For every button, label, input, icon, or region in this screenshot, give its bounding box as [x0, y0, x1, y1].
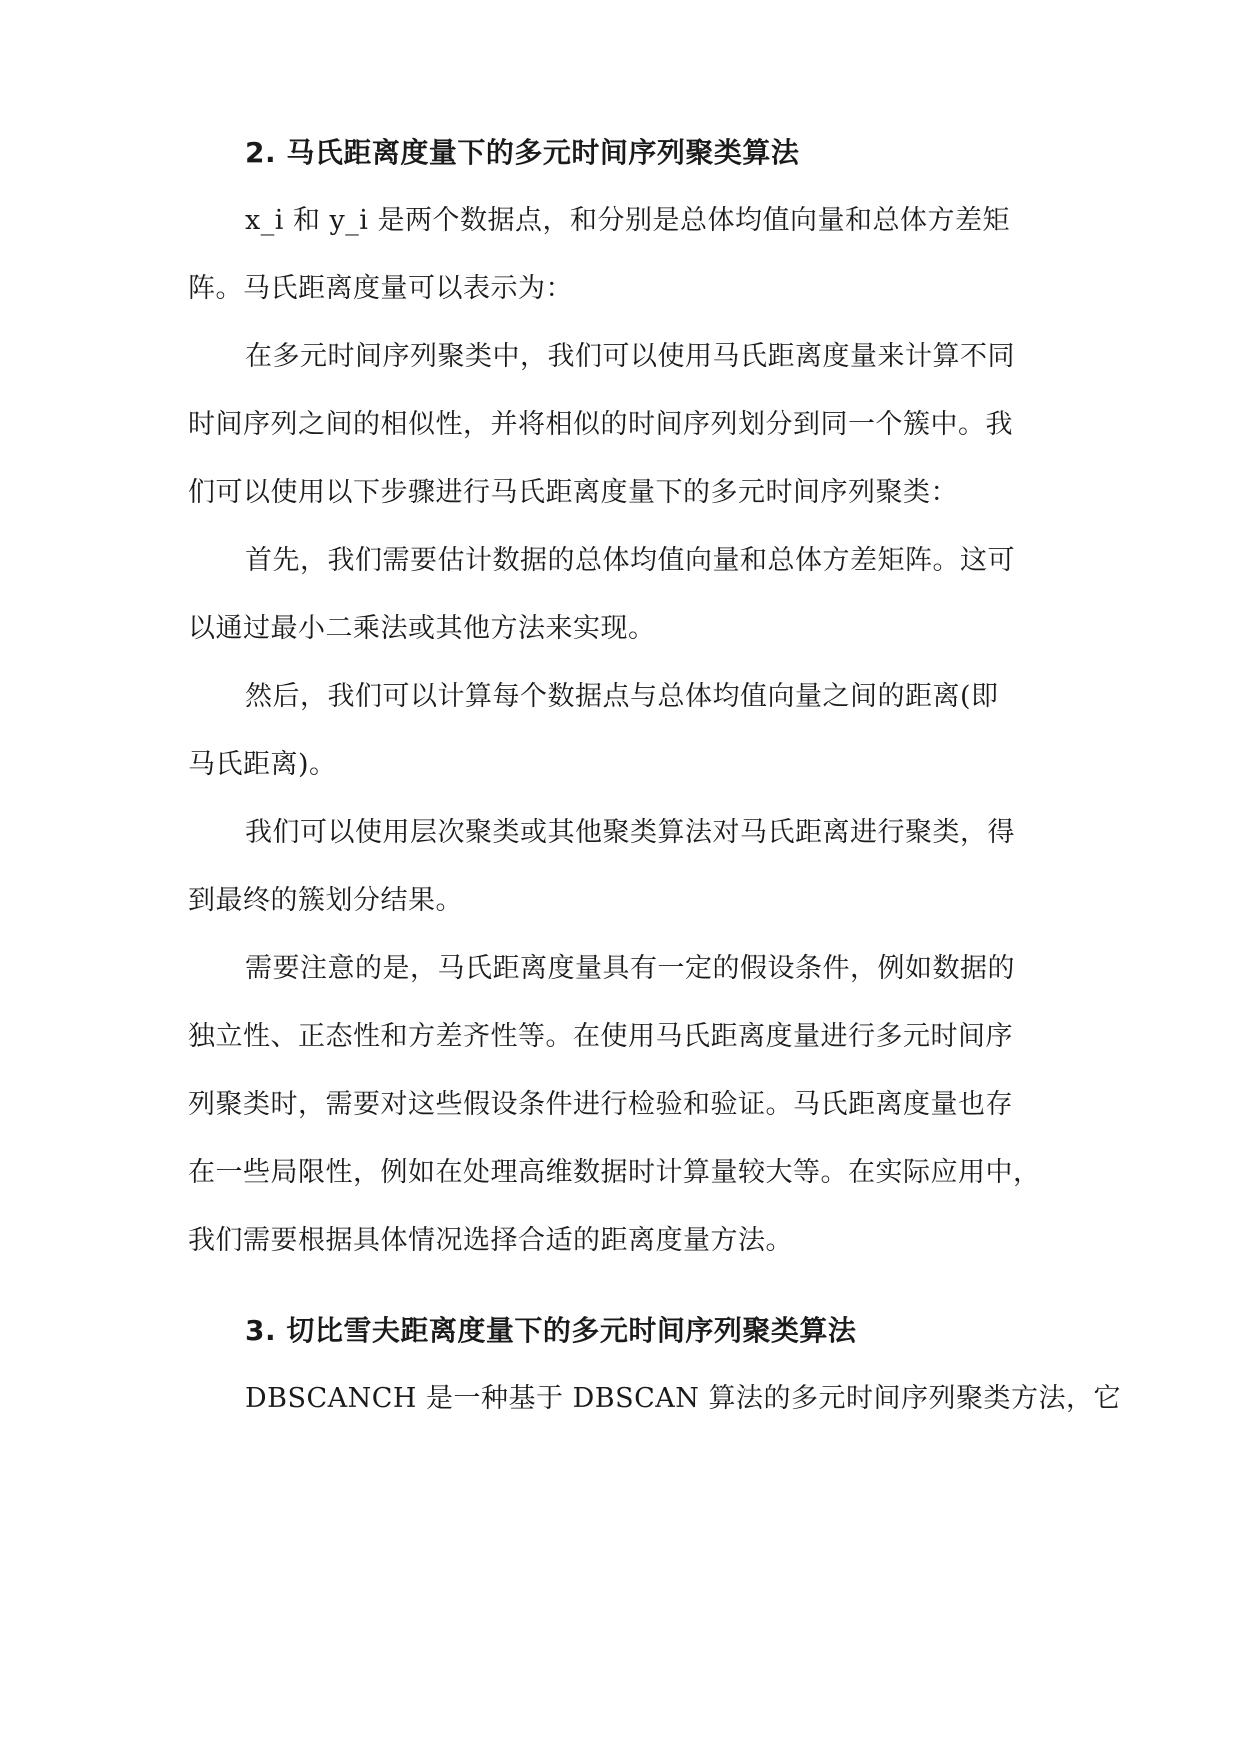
paragraph-line: 们可以使用以下步骤进行马氏距离度量下的多元时间序列聚类：: [188, 477, 958, 508]
paragraph-line: DBSCANCH 是一种基于 DBSCAN 算法的多元时间序列聚类方法，它: [245, 1383, 1121, 1414]
paragraph-line: 列聚类时，需要对这些假设条件进行检验和验证。马氏距离度量也存: [188, 1089, 1013, 1120]
paragraph-line: 马氏距离)。: [188, 749, 337, 780]
paragraph-line: 以通过最小二乘法或其他方法来实现。: [188, 613, 656, 644]
section-3-heading: 3. 切比雪夫距离度量下的多元时间序列聚类算法: [245, 1314, 857, 1347]
paragraph-line: 首先，我们需要估计数据的总体均值向量和总体方差矩阵。这可: [245, 545, 1015, 576]
section-2-heading: 2. 马氏距离度量下的多元时间序列聚类算法: [245, 136, 800, 169]
paragraph-line: 需要注意的是，马氏距离度量具有一定的假设条件，例如数据的: [245, 953, 1015, 984]
paragraph-line: 到最终的簇划分结果。: [188, 885, 463, 916]
paragraph-line: 阵。马氏距离度量可以表示为：: [188, 273, 573, 304]
paragraph-line: 然后，我们可以计算每个数据点与总体均值向量之间的距离(即: [245, 681, 999, 712]
paragraph-line: 在一些局限性，例如在处理高维数据时计算量较大等。在实际应用中，: [188, 1157, 1041, 1188]
paragraph-line: 时间序列之间的相似性，并将相似的时间序列划分到同一个簇中。我: [188, 409, 1013, 440]
paragraph-line: 在多元时间序列聚类中，我们可以使用马氏距离度量来计算不同: [245, 341, 1015, 372]
paragraph-line: x_i 和 y_i 是两个数据点，和分别是总体均值向量和总体方差矩: [245, 205, 1010, 236]
paragraph-line: 独立性、正态性和方差齐性等。在使用马氏距离度量进行多元时间序: [188, 1021, 1013, 1052]
paragraph-line: 我们可以使用层次聚类或其他聚类算法对马氏距离进行聚类，得: [245, 817, 1015, 848]
paragraph-line: 我们需要根据具体情况选择合适的距离度量方法。: [188, 1225, 793, 1256]
